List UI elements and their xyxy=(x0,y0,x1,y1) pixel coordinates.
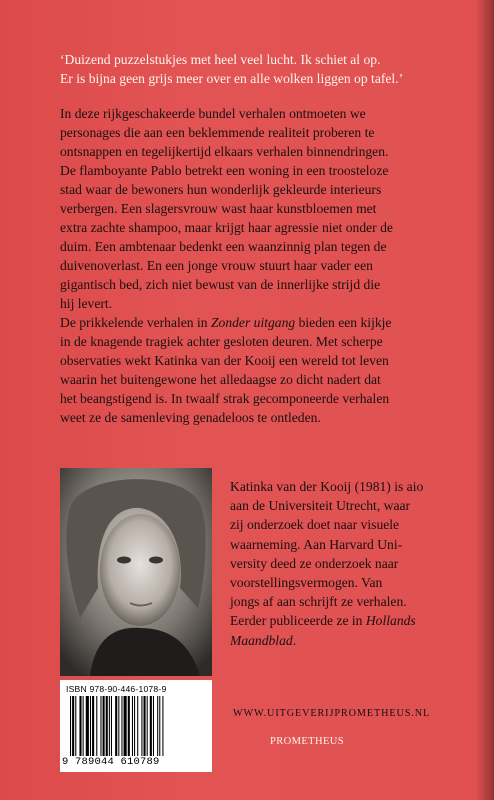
barcode-bar xyxy=(150,696,152,756)
barcode-bar xyxy=(128,696,130,756)
blurb-text xyxy=(60,104,466,427)
barcode-bar xyxy=(72,696,74,756)
bio-line: jongs af aan schrijft ze verhalen. xyxy=(230,594,407,610)
blurb-line xyxy=(60,313,466,332)
barcode-digits: 9 789044 610789 xyxy=(62,756,160,768)
publisher-logo: PROMETHEUS xyxy=(270,736,345,747)
publisher-url: WWW.UITGEVERIJPROMETHEUS.NL xyxy=(233,708,431,719)
barcode-bar xyxy=(141,696,142,756)
barcode-bar xyxy=(118,696,119,756)
barcode-graphic xyxy=(68,696,204,756)
opening-quote xyxy=(60,50,470,88)
blurb-text-segment: De prikkelende verhalen in xyxy=(60,315,211,330)
barcode-bar xyxy=(70,696,71,756)
blurb-line: stad waar de bewoners hun wonderlijk gekleurde interieurs xyxy=(60,182,382,197)
blurb-line: in de knagende tragiek achter gesloten deuren. Met scherpe xyxy=(60,334,383,349)
barcode-bar xyxy=(159,696,160,756)
blurb-line: duivenoverlast. En een jonge vrouw stuurt haar vader een xyxy=(60,258,373,273)
quote-line-2: Er is bijna geen grijs meer over en alle wolken liggen op tafel.’ xyxy=(60,71,404,86)
blurb-line: weet ze de samenleving genadeloos te ontleden. xyxy=(60,410,321,425)
barcode-bar xyxy=(147,696,148,756)
blurb-line: observaties wekt Katinka van der Kooij een wereld tot leven xyxy=(60,353,389,368)
magazine-title-part: Hollands xyxy=(365,613,416,629)
bio-line: zij onderzoek doet naar visuele xyxy=(230,517,400,533)
barcode-bar xyxy=(153,696,154,756)
bio-line xyxy=(230,611,470,630)
barcode-bar xyxy=(86,696,89,756)
barcode-bar xyxy=(137,696,138,756)
blurb-line: het beangstigend is. In twaalf strak gecomponeerde verhalen xyxy=(60,391,390,406)
blurb-line: personages die aan een beklemmende realiteit proberen te xyxy=(60,125,375,140)
quote-line-1: ‘Duizend puzzelstukjes met heel veel lucht. Ik schiet al op. xyxy=(60,52,381,67)
barcode-bar xyxy=(109,696,110,756)
blurb-paragraph-1 xyxy=(60,104,466,313)
author-photo xyxy=(60,468,212,676)
barcode-bar xyxy=(144,696,146,756)
spine-shadow xyxy=(476,0,494,800)
barcode-bar xyxy=(79,696,81,756)
bio-text-segment: . xyxy=(292,632,297,648)
barcode-bar xyxy=(157,696,158,756)
bio-line: aan de Universiteit Utrecht, waar xyxy=(230,498,411,514)
blurb-line: verbergen. Een slagersvrouw wast haar kunstbloemen met xyxy=(60,201,377,216)
isbn-number: ISBN 978-90-446-1078-9 xyxy=(66,684,167,694)
barcode-bar xyxy=(162,696,163,756)
barcode-bar xyxy=(103,696,105,756)
barcode-bar xyxy=(121,696,122,756)
barcode-bar xyxy=(124,696,127,756)
bio-line: waarneming. Aan Harvard Uni- xyxy=(230,536,403,552)
blurb-line: De flamboyante Pablo betrekt een woning in een troosteloze xyxy=(60,163,389,178)
book-title: Zonder uitgang xyxy=(210,315,296,330)
bio-line xyxy=(230,631,470,650)
barcode-bar xyxy=(92,696,94,756)
bio-text-segment: Eerder publiceerde ze in xyxy=(230,613,366,629)
blurb-paragraph-2 xyxy=(60,313,466,427)
barcode-bar xyxy=(83,696,84,756)
barcode-bars xyxy=(68,696,204,756)
barcode-bar xyxy=(106,696,108,756)
blurb-line: waarin het buitengewone het alledaagse zo dicht nadert dat xyxy=(60,372,381,387)
barcode-bar xyxy=(100,696,101,756)
blurb-line: duim. Een ambtenaar bedenkt een waanzinnig plan tegen de xyxy=(60,239,387,254)
author-bio xyxy=(230,477,470,650)
barcode-bar xyxy=(96,696,97,756)
blurb-line: ontsnappen en tegelijkertijd elkaars verhalen binnendringen. xyxy=(60,144,389,159)
bio-line: versity deed ze onderzoek naar xyxy=(230,555,399,571)
blurb-line: hij levert. xyxy=(60,296,113,311)
blurb-text-segment: bieden een kijkje xyxy=(295,315,392,330)
barcode-bar xyxy=(134,696,135,756)
blurb-line: gigantisch bed, zich niet bewust van de innerlijke strijd die xyxy=(60,277,381,292)
bio-line: voorstellingsvermogen. Van xyxy=(230,575,383,591)
bio-line: Katinka van der Kooij (1981) is aio xyxy=(230,479,424,494)
blurb-line: extra zachte shampoo, maar krijgt haar agressie niet onder de xyxy=(60,220,393,235)
barcode-bar xyxy=(132,696,133,756)
magazine-title-part: Maandblad xyxy=(230,632,293,648)
barcode-bar xyxy=(111,696,112,756)
barcode-bar xyxy=(115,696,117,756)
barcode-bar xyxy=(75,696,76,756)
blurb-line: In deze rijkgeschakeerde bundel verhalen ontmoeten we xyxy=(60,106,366,121)
isbn-barcode xyxy=(60,680,212,772)
author-portrait-image xyxy=(60,468,212,676)
barcode-bar xyxy=(90,696,91,756)
